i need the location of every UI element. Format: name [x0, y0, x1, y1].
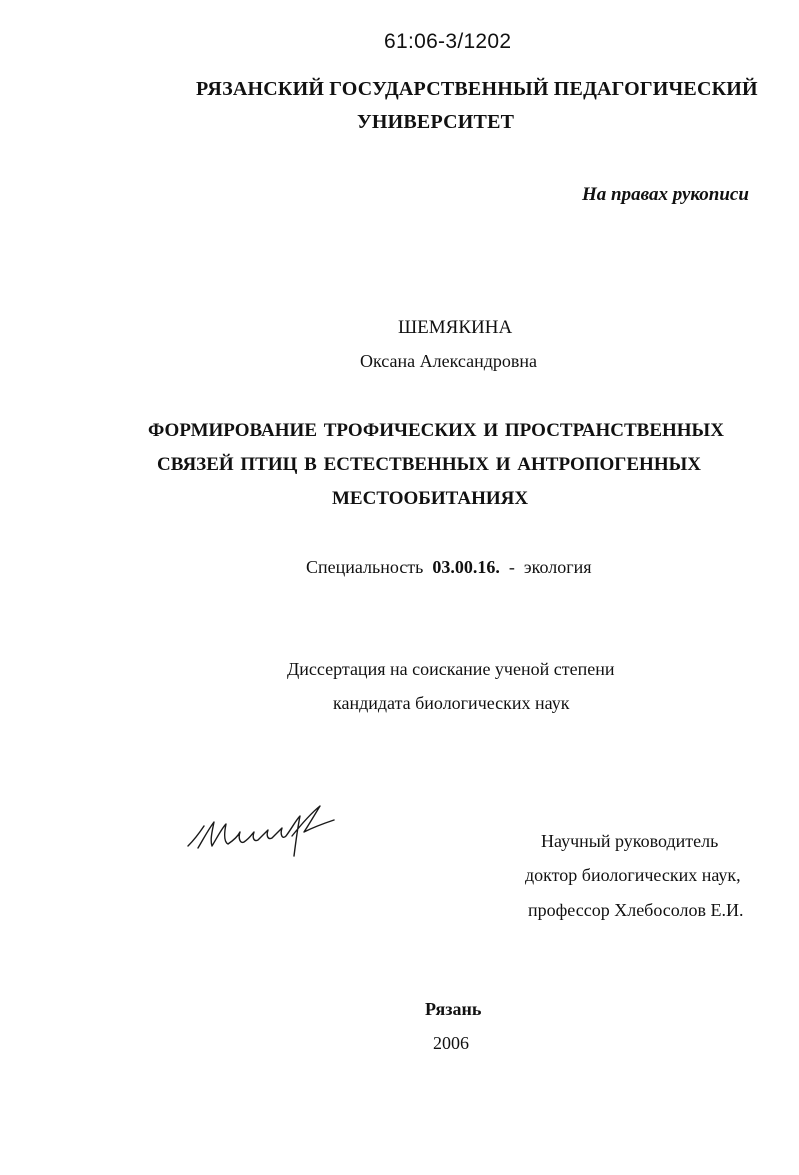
city: Рязань: [425, 999, 482, 1019]
author-signature: [184, 796, 344, 858]
author-surname: ШЕМЯКИНА: [398, 317, 513, 338]
supervisor-label: Научный руководитель: [541, 831, 719, 851]
manuscript-note: На правах рукописи: [582, 184, 749, 205]
dissertation-title-line2: СВЯЗЕЙ ПТИЦ В ЕСТЕСТВЕННЫХ И АНТРОПОГЕННЫХ: [157, 454, 701, 475]
dissertation-title-line3: МЕСТООБИТАНИЯХ: [332, 488, 529, 509]
library-code: 61:06-3/1202: [384, 30, 512, 53]
specialty-code: 03.00.16.: [432, 557, 500, 577]
supervisor-name: профессор Хлебосолов Е.И.: [528, 900, 744, 920]
specialty-separator: -: [508, 557, 515, 577]
degree-line1: Диссертация на соискание ученой степени: [287, 659, 615, 679]
specialty-name: экология: [523, 557, 592, 577]
dissertation-title-line1: ФОРМИРОВАНИЕ ТРОФИЧЕСКИХ И ПРОСТРАНСТВЕННЫХ: [148, 420, 724, 441]
specialty-line: [306, 557, 592, 578]
degree-line2: кандидата биологических наук: [333, 693, 570, 713]
author-given-names: Оксана Александровна: [360, 351, 537, 371]
year: 2006: [433, 1033, 469, 1053]
specialty-label: Специальность: [306, 557, 424, 577]
supervisor-degree: доктор биологических наук,: [525, 865, 741, 885]
university-name-line1: РЯЗАНСКИЙ ГОСУДАРСТВЕННЫЙ ПЕДАГОГИЧЕСКИЙ: [196, 78, 758, 100]
university-name-line2: УНИВЕРСИТЕТ: [357, 111, 515, 133]
